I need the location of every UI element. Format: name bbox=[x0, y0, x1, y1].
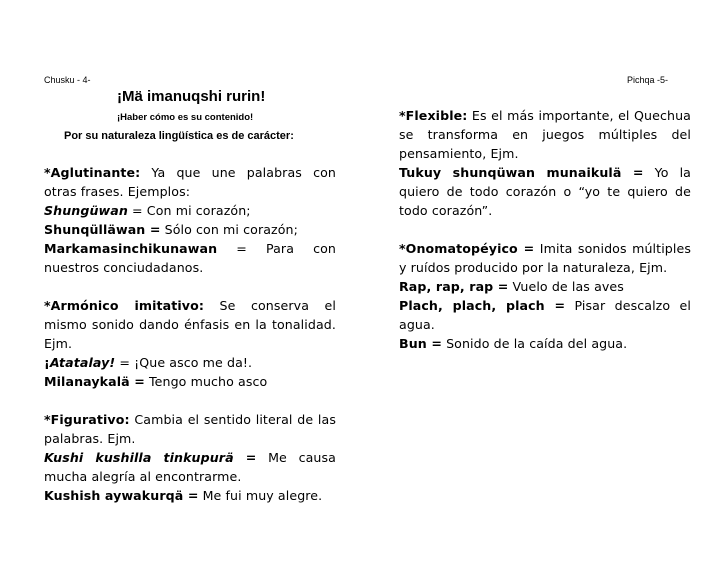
example-meaning: Pisar descalzo el agua. bbox=[399, 298, 691, 332]
flexible-example bbox=[399, 163, 691, 220]
armonico-example bbox=[44, 353, 336, 372]
example-meaning: Sólo con mi corazón; bbox=[160, 222, 298, 237]
example-open-mark: ¡ bbox=[44, 355, 50, 370]
onomatopeyico-desc: Imita sonidos múltiples y ruídos producido por la naturaleza, Ejm. bbox=[399, 241, 691, 275]
aglutinante-example bbox=[44, 201, 336, 220]
example-term: Bun = bbox=[399, 336, 442, 351]
flexible-term: *Flexible: bbox=[399, 108, 468, 123]
left-page-number: Chusku - 4- bbox=[44, 75, 91, 85]
aglutinante-paragraph bbox=[44, 163, 336, 201]
example-meaning: Yo la quiero de todo corazón o “yo te quiero de todo corazón”. bbox=[399, 165, 691, 218]
aglutinante-term: *Aglutinante: bbox=[44, 165, 141, 180]
character-heading: Por su naturaleza lingüística es de carácter: bbox=[64, 130, 294, 142]
example-meaning: Vuelo de las aves bbox=[508, 279, 624, 294]
onomatopeyico-term: *Onomatopéyico = bbox=[399, 241, 535, 256]
onomatopeyico-example bbox=[399, 334, 691, 353]
aglutinante-example bbox=[44, 239, 336, 277]
armonico-term: *Armónico imitativo: bbox=[44, 298, 205, 313]
example-meaning: Sonido de la caída del agua. bbox=[441, 336, 628, 351]
example-term: Plach, plach, plach = bbox=[399, 298, 566, 313]
flexible-paragraph bbox=[399, 106, 691, 163]
example-meaning: Me fui muy alegre. bbox=[198, 488, 323, 503]
right-page-number: Pichqa -5- bbox=[627, 75, 669, 85]
page-subtitle: ¡Haber cómo es su contenido! bbox=[117, 112, 254, 123]
onomatopeyico-example bbox=[399, 296, 691, 334]
armonico-desc: Se conserva el mismo sonido dando énfasis en la tonalidad. Ejm. bbox=[44, 298, 336, 351]
example-term: Kushish aywakurqä = bbox=[44, 488, 199, 503]
example-meaning: Tengo mucho asco bbox=[144, 374, 268, 389]
example-term: Kushi kushilla tinkupurä = bbox=[44, 450, 257, 465]
example-term: Atatalay! bbox=[49, 355, 116, 370]
example-term: Tukuy shunqüwan munaikulä = bbox=[399, 165, 644, 180]
figurativo-desc: Cambia el sentido literal de las palabras. Ejm. bbox=[44, 412, 336, 446]
figurativo-example bbox=[44, 448, 336, 486]
example-meaning: = Para con nuestros conciudadanos. bbox=[44, 241, 336, 275]
armonico-example bbox=[44, 372, 336, 391]
example-term: Markamasinchikunawan bbox=[44, 241, 218, 256]
armonico-paragraph bbox=[44, 296, 336, 353]
example-term: Shungüwan bbox=[44, 203, 128, 218]
flexible-desc: Es el más importante, el Quechua se transforma en juegos múltiples del pensamiento, Ejm. bbox=[399, 108, 691, 161]
example-meaning: = ¡Que asco me da!. bbox=[115, 355, 253, 370]
figurativo-example bbox=[44, 486, 336, 505]
aglutinante-desc: Ya que une palabras con otras frases. Ejemplos: bbox=[44, 165, 336, 199]
example-meaning: = Con mi corazón; bbox=[127, 203, 251, 218]
onomatopeyico-paragraph bbox=[399, 239, 691, 277]
aglutinante-example bbox=[44, 220, 336, 239]
example-term: Rap, rap, rap = bbox=[399, 279, 509, 294]
example-term: Shunqülläwan = bbox=[44, 222, 161, 237]
left-column bbox=[44, 163, 336, 505]
onomatopeyico-example bbox=[399, 277, 691, 296]
figurativo-paragraph bbox=[44, 410, 336, 448]
page-title: ¡Mä imanuqshi rurin! bbox=[117, 88, 266, 105]
example-term: Milanaykalä = bbox=[44, 374, 145, 389]
example-meaning: Me causa mucha alegría al encontrarme. bbox=[44, 450, 336, 484]
figurativo-term: *Figurativo: bbox=[44, 412, 130, 427]
right-column bbox=[399, 106, 691, 353]
